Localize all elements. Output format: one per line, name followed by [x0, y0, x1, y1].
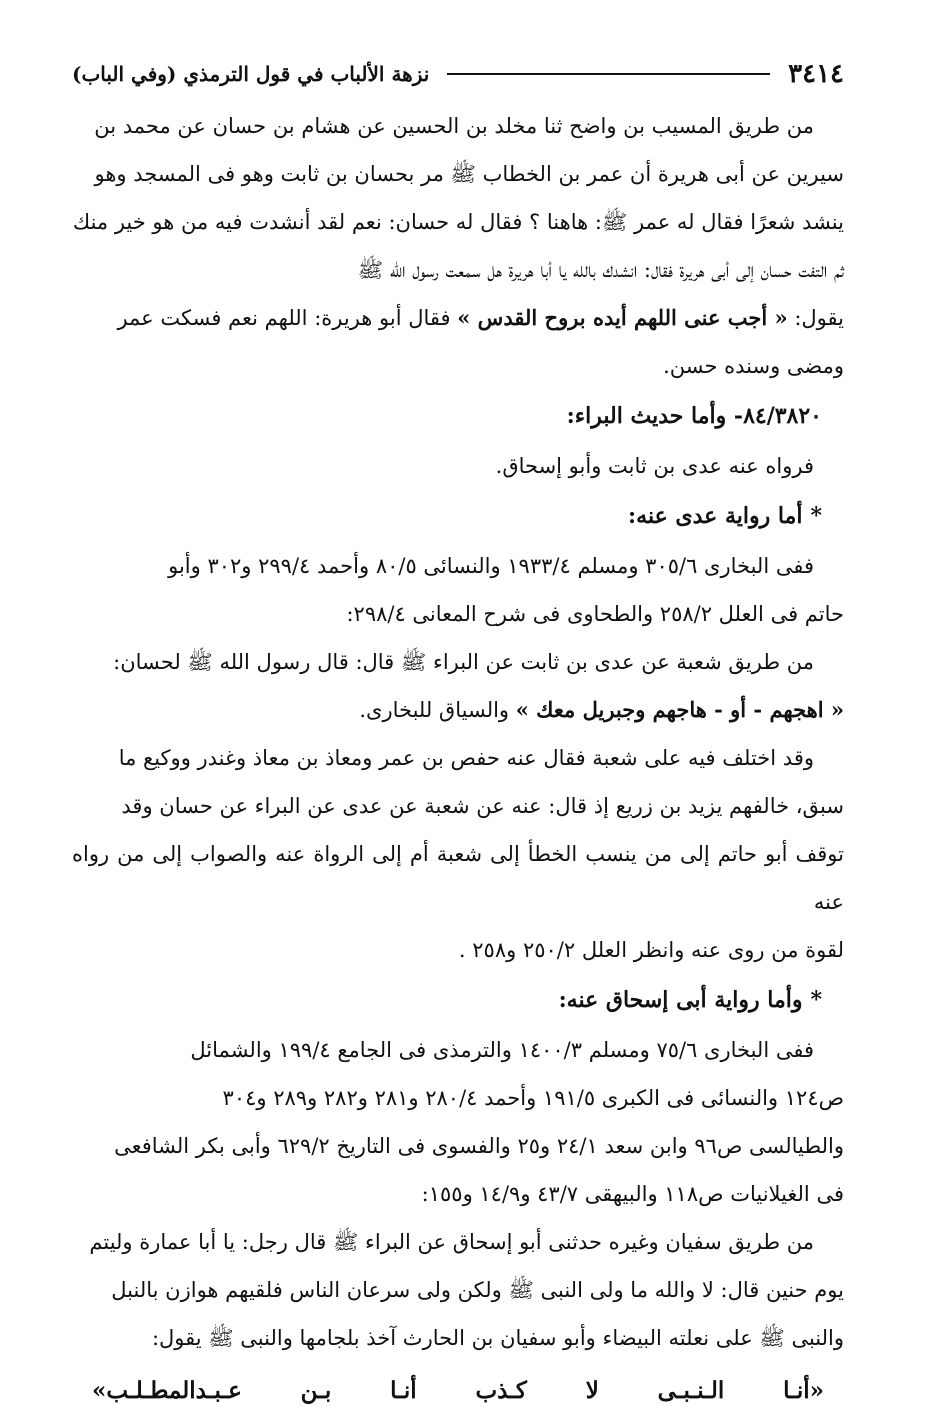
- text-line: ينشد شعرًا فقال له عمر ﷺ: هاهنا ؟ فقال له حسان: نعم لقد أنشدت فيه من هو خير منك: [72, 210, 844, 234]
- prophetic-quote: « اهجهم - أو - هاجهم وجبريل معك »: [515, 697, 844, 722]
- text-line: فرواه عنه عدى بن ثابت وأبو إسحاق.: [495, 454, 814, 478]
- paragraph-abu-ishaq-sources: [72, 1026, 844, 1218]
- paragraph-adi-sources: [72, 542, 844, 638]
- subsection-heading: [72, 974, 844, 1026]
- running-title: نزهة الألباب في قول الترمذي (وفي الباب): [72, 62, 430, 86]
- text-line: ومضى وسنده حسن.: [663, 354, 844, 378]
- paragraph-hadith-abu-hurayra: [72, 102, 844, 390]
- text-line: من طريق شعبة عن عدى بن ثابت عن البراء ﷺ قال: قال رسول الله ﷺ لحسان:: [113, 650, 814, 674]
- text-segment: والسياق للبخارى.: [359, 698, 516, 722]
- paragraph-shuba-chain: [72, 638, 844, 734]
- poem-verse: [72, 1362, 844, 1420]
- verse-word: «أنـا: [783, 1377, 824, 1404]
- section-heading: ٨٤/٣٨٢٠- وأما حديث البراء:: [566, 403, 822, 429]
- text-line: والطيالسى ص٩٦ وابن سعد ٢٤/١ و٢٥ والفسوى فى التاريخ ٦٢٩/٢ وأبى بكر الشافعى: [114, 1134, 844, 1158]
- text-line: من طريق سفيان وغيره حدثنى أبو إسحاق عن البراء ﷺ قال رجل: يا أبا عمارة وليتم: [89, 1230, 814, 1254]
- text-line: يوم حنين قال: لا والله ما ولى النبى ﷺ ولكن ولى سرعان الناس فلقيهم هوازن بالنبل: [111, 1278, 844, 1302]
- text-line: ففى البخارى ٣٠٥/٦ ومسلم ١٩٣٣/٤ والنسائى ٨٠/٥ وأحمد ٢٩٩/٤ و٣٠٢ وأبو: [168, 554, 814, 578]
- text-line: ففى البخارى ٧٥/٦ ومسلم ١٤٠٠/٣ والترمذى فى الجامع ١٩٩/٤ والشمائل: [190, 1038, 814, 1062]
- star-marker: *: [810, 503, 822, 529]
- paragraph-hunayn: [72, 1218, 844, 1362]
- verse-word: كـذب: [475, 1377, 527, 1404]
- text-line: حاتم فى العلل ٢٥٨/٢ والطحاوى فى شرح المعانى ٢٩٨/٤:: [346, 602, 844, 626]
- text-line: لقوة من روى عنه وانظر العلل ٢٥٠/٢ و٢٥٨ .: [458, 938, 844, 962]
- text-line: ص١٢٤ والنسائى فى الكبرى ١٩١/٥ وأحمد ٢٨٠/٤ و٢٨١ و٢٨٢ و٢٨٩ و٣٠٤: [222, 1086, 844, 1110]
- text-line: فى الغيلانيات ص١١٨ والبيهقى ٤٣/٧ و١٤/٩ و١٥٥:: [421, 1182, 844, 1206]
- text-line: سبق، خالفهم يزيد بن زريع إذ قال: عنه عن شعبة عن عدى عن البراء عن حسان وقد: [121, 794, 844, 818]
- text-line: [72, 686, 844, 734]
- verse-word: عـبـدالمطـلـب»: [92, 1377, 242, 1404]
- verse-word: أنـا: [390, 1377, 417, 1404]
- page-number: ٣٤١٤: [788, 59, 844, 89]
- subsection-heading-text: أما رواية عدى عنه:: [628, 503, 803, 529]
- prophetic-quote: « أجب عنى اللهم أيده بروح القدس »: [457, 305, 788, 330]
- verse-word: لا: [585, 1377, 599, 1404]
- running-header: [72, 52, 844, 96]
- text-line: توقف أبو حاتم إلى من ينسب الخطأ إلى شعبة أم إلى الرواة عنه والصواب إلى من رواه عنه: [72, 842, 844, 914]
- text-line: [72, 294, 844, 342]
- text-line: من طريق المسيب بن واضح ثنا مخلد بن الحسين عن هشام بن حسان عن محمد بن: [94, 114, 814, 138]
- verse-word: الـنـبـى: [657, 1377, 725, 1404]
- text-line: ثم التفت حسان إلى أبى هريرة فقال: انشدك بالله يا أبا هريرة هل سمعت رسول الله ﷺ: [357, 258, 844, 282]
- paragraph-disagreement: [72, 734, 844, 974]
- text-segment: يقول:: [787, 306, 844, 330]
- text-line: والنبى ﷺ على نعلته البيضاء وأبو سفيان بن الحارث آخذ بلجامها والنبى ﷺ يقول:: [151, 1326, 844, 1350]
- text-line: وقد اختلف فيه على شعبة فقال عنه حفص بن عمر ومعاذ بن معاذ وغندر ووكيع ما: [118, 746, 814, 770]
- header-rule: [447, 73, 770, 75]
- text-line: سيرين عن أبى هريرة أن عمر بن الخطاب ﷺ مر بحسان بن ثابت وهو فى المسجد وهو: [94, 162, 844, 186]
- text-segment: فقال أبو هريرة: اللهم نعم فسكت عمر: [117, 306, 458, 330]
- subsection-heading: [72, 490, 844, 542]
- verse-word: بـن: [300, 1377, 332, 1404]
- star-marker: *: [810, 987, 822, 1013]
- subsection-heading-text: وأما رواية أبى إسحاق عنه:: [558, 987, 803, 1013]
